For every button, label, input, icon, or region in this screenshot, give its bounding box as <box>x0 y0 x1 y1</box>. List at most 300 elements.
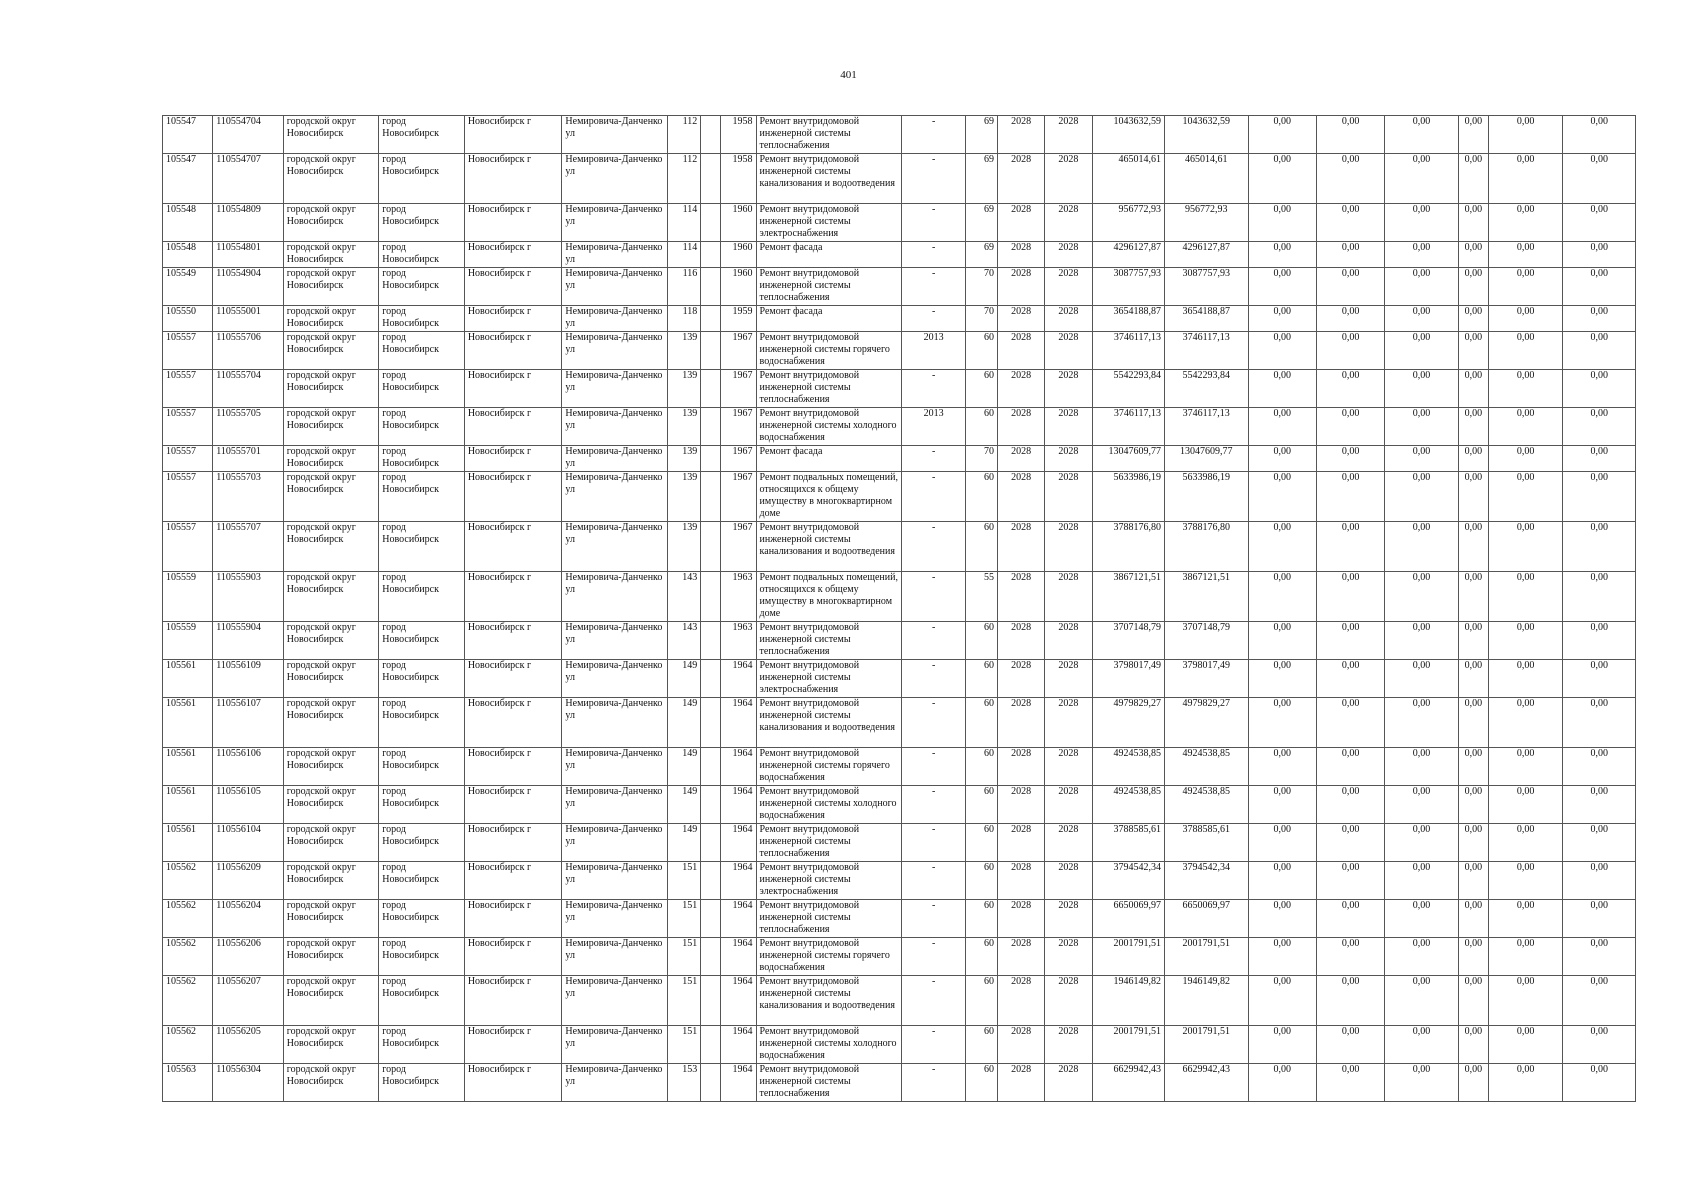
row-value-4: 0,00 <box>1458 522 1488 572</box>
row-work-type: Ремонт внутридомовой инженерной системы теплоснабжения <box>756 900 902 938</box>
row-extra <box>701 622 721 660</box>
row-value-3: 0,00 <box>1385 572 1458 622</box>
row-code: 110556209 <box>213 862 283 900</box>
row-value-4: 0,00 <box>1458 1064 1488 1102</box>
row-city: город Новосибирск <box>379 116 465 154</box>
row-year-built: 1960 <box>721 204 756 242</box>
row-value-4: 0,00 <box>1458 306 1488 332</box>
row-work-type: Ремонт внутридомовой инженерной системы канализования и водоотведения <box>756 976 902 1026</box>
row-value-6: 0,00 <box>1563 572 1636 622</box>
row-district: городской округ Новосибирск <box>283 1026 379 1064</box>
row-amount: 6629942,43 <box>1165 1064 1249 1102</box>
row-work-type: Ремонт фасада <box>756 446 902 472</box>
row-city: город Новосибирск <box>379 472 465 522</box>
row-value-5: 0,00 <box>1488 976 1562 1026</box>
row-value-3: 0,00 <box>1385 154 1458 204</box>
row-code: 110554704 <box>213 116 283 154</box>
row-value-3: 0,00 <box>1385 242 1458 268</box>
row-value-6: 0,00 <box>1563 976 1636 1026</box>
row-city: город Новосибирск <box>379 938 465 976</box>
row-year-from: 2028 <box>998 1064 1045 1102</box>
row-year-built: 1967 <box>721 332 756 370</box>
row-street: Немировича-Данченко ул <box>562 1064 668 1102</box>
row-value-6: 0,00 <box>1563 660 1636 698</box>
row-district: городской округ Новосибирск <box>283 900 379 938</box>
row-value-4: 0,00 <box>1458 472 1488 522</box>
row-year-from: 2028 <box>998 154 1045 204</box>
row-id: 105557 <box>163 472 213 522</box>
row-locality: Новосибирск г <box>464 446 562 472</box>
row-year-built: 1967 <box>721 370 756 408</box>
row-year-built: 1967 <box>721 446 756 472</box>
row-work-type: Ремонт внутридомовой инженерной системы холодного водоснабжения <box>756 1026 902 1064</box>
row-amount: 4296127,87 <box>1165 242 1249 268</box>
row-street: Немировича-Данченко ул <box>562 154 668 204</box>
row-extra <box>701 154 721 204</box>
row-last-repair: - <box>902 862 965 900</box>
row-value-5: 0,00 <box>1488 862 1562 900</box>
row-year-built: 1964 <box>721 786 756 824</box>
row-district: городской округ Новосибирск <box>283 748 379 786</box>
row-year-from: 2028 <box>998 900 1045 938</box>
row-street: Немировича-Данченко ул <box>562 660 668 698</box>
table-row <box>163 268 1636 306</box>
table-row <box>163 824 1636 862</box>
row-district: городской округ Новосибирск <box>283 242 379 268</box>
row-year-from: 2028 <box>998 976 1045 1026</box>
row-amount: 2001791,51 <box>1165 938 1249 976</box>
row-year-built: 1964 <box>721 1026 756 1064</box>
row-value-3: 0,00 <box>1385 938 1458 976</box>
row-district: городской округ Новосибирск <box>283 976 379 1026</box>
row-last-repair: - <box>902 154 965 204</box>
row-value-4: 0,00 <box>1458 786 1488 824</box>
row-value-4: 0,00 <box>1458 408 1488 446</box>
row-value-2: 0,00 <box>1316 204 1384 242</box>
row-value-4: 0,00 <box>1458 660 1488 698</box>
row-extra <box>701 370 721 408</box>
row-value-6: 0,00 <box>1563 1026 1636 1064</box>
row-wear: 60 <box>965 698 997 748</box>
row-value-2: 0,00 <box>1316 660 1384 698</box>
table-row <box>163 748 1636 786</box>
row-last-repair: - <box>902 698 965 748</box>
row-year-from: 2028 <box>998 622 1045 660</box>
row-wear: 60 <box>965 332 997 370</box>
row-id: 105561 <box>163 660 213 698</box>
row-code: 110556206 <box>213 938 283 976</box>
row-locality: Новосибирск г <box>464 748 562 786</box>
row-district: городской округ Новосибирск <box>283 446 379 472</box>
row-amount: 3788176,80 <box>1165 522 1249 572</box>
row-city: город Новосибирск <box>379 698 465 748</box>
row-work-type: Ремонт внутридомовой инженерной системы холодного водоснабжения <box>756 408 902 446</box>
row-amount: 2001791,51 <box>1165 1026 1249 1064</box>
row-house: 153 <box>668 1064 701 1102</box>
row-wear: 60 <box>965 622 997 660</box>
row-total-cost: 4979829,27 <box>1092 698 1164 748</box>
row-value-1: 0,00 <box>1248 154 1316 204</box>
row-year-from: 2028 <box>998 204 1045 242</box>
row-amount: 6650069,97 <box>1165 900 1249 938</box>
row-extra <box>701 522 721 572</box>
row-locality: Новосибирск г <box>464 1064 562 1102</box>
row-id: 105557 <box>163 446 213 472</box>
row-value-4: 0,00 <box>1458 116 1488 154</box>
row-total-cost: 13047609,77 <box>1092 446 1164 472</box>
table-row <box>163 862 1636 900</box>
row-last-repair: - <box>902 522 965 572</box>
row-year-to: 2028 <box>1045 116 1092 154</box>
row-wear: 69 <box>965 242 997 268</box>
row-id: 105562 <box>163 1026 213 1064</box>
row-value-5: 0,00 <box>1488 786 1562 824</box>
row-id: 105557 <box>163 370 213 408</box>
row-last-repair: - <box>902 572 965 622</box>
row-street: Немировича-Данченко ул <box>562 786 668 824</box>
row-locality: Новосибирск г <box>464 204 562 242</box>
row-year-built: 1964 <box>721 824 756 862</box>
row-value-4: 0,00 <box>1458 154 1488 204</box>
row-extra <box>701 900 721 938</box>
row-value-4: 0,00 <box>1458 268 1488 306</box>
row-locality: Новосибирск г <box>464 408 562 446</box>
row-last-repair: - <box>902 116 965 154</box>
row-value-1: 0,00 <box>1248 622 1316 660</box>
row-house: 143 <box>668 572 701 622</box>
row-value-6: 0,00 <box>1563 154 1636 204</box>
row-street: Немировича-Данченко ул <box>562 472 668 522</box>
row-locality: Новосибирск г <box>464 1026 562 1064</box>
row-work-type: Ремонт внутридомовой инженерной системы холодного водоснабжения <box>756 786 902 824</box>
row-value-3: 0,00 <box>1385 408 1458 446</box>
row-district: городской округ Новосибирск <box>283 1064 379 1102</box>
row-street: Немировича-Данченко ул <box>562 242 668 268</box>
row-last-repair: - <box>902 786 965 824</box>
row-locality: Новосибирск г <box>464 242 562 268</box>
row-code: 110556204 <box>213 900 283 938</box>
row-value-2: 0,00 <box>1316 1064 1384 1102</box>
row-value-1: 0,00 <box>1248 522 1316 572</box>
row-amount: 3794542,34 <box>1165 862 1249 900</box>
row-wear: 69 <box>965 154 997 204</box>
row-value-5: 0,00 <box>1488 660 1562 698</box>
row-id: 105549 <box>163 268 213 306</box>
row-year-to: 2028 <box>1045 306 1092 332</box>
row-value-2: 0,00 <box>1316 116 1384 154</box>
row-street: Немировича-Данченко ул <box>562 748 668 786</box>
row-code: 110555904 <box>213 622 283 660</box>
row-value-2: 0,00 <box>1316 154 1384 204</box>
table-row <box>163 242 1636 268</box>
row-value-5: 0,00 <box>1488 154 1562 204</box>
row-extra <box>701 446 721 472</box>
row-year-to: 2028 <box>1045 698 1092 748</box>
row-district: городской округ Новосибирск <box>283 116 379 154</box>
row-value-1: 0,00 <box>1248 268 1316 306</box>
row-street: Немировича-Данченко ул <box>562 572 668 622</box>
row-total-cost: 5542293,84 <box>1092 370 1164 408</box>
row-extra <box>701 976 721 1026</box>
row-house: 151 <box>668 976 701 1026</box>
row-year-to: 2028 <box>1045 660 1092 698</box>
row-city: город Новосибирск <box>379 786 465 824</box>
row-year-to: 2028 <box>1045 976 1092 1026</box>
row-last-repair: - <box>902 306 965 332</box>
row-locality: Новосибирск г <box>464 370 562 408</box>
row-city: город Новосибирск <box>379 242 465 268</box>
row-value-3: 0,00 <box>1385 370 1458 408</box>
row-value-6: 0,00 <box>1563 786 1636 824</box>
row-value-3: 0,00 <box>1385 522 1458 572</box>
row-locality: Новосибирск г <box>464 472 562 522</box>
row-value-4: 0,00 <box>1458 900 1488 938</box>
row-district: городской округ Новосибирск <box>283 268 379 306</box>
row-total-cost: 3087757,93 <box>1092 268 1164 306</box>
row-year-from: 2028 <box>998 268 1045 306</box>
row-value-1: 0,00 <box>1248 938 1316 976</box>
row-street: Немировича-Данченко ул <box>562 698 668 748</box>
row-value-5: 0,00 <box>1488 242 1562 268</box>
row-wear: 60 <box>965 748 997 786</box>
row-id: 105547 <box>163 154 213 204</box>
row-code: 110556304 <box>213 1064 283 1102</box>
row-value-4: 0,00 <box>1458 622 1488 660</box>
row-last-repair: - <box>902 824 965 862</box>
row-year-to: 2028 <box>1045 1026 1092 1064</box>
row-last-repair: - <box>902 204 965 242</box>
row-extra <box>701 1064 721 1102</box>
row-value-1: 0,00 <box>1248 572 1316 622</box>
row-code: 110556105 <box>213 786 283 824</box>
row-code: 110555706 <box>213 332 283 370</box>
row-work-type: Ремонт внутридомовой инженерной системы горячего водоснабжения <box>756 748 902 786</box>
row-amount: 3707148,79 <box>1165 622 1249 660</box>
row-amount: 4924538,85 <box>1165 748 1249 786</box>
row-value-5: 0,00 <box>1488 408 1562 446</box>
row-year-from: 2028 <box>998 332 1045 370</box>
row-amount: 13047609,77 <box>1165 446 1249 472</box>
row-work-type: Ремонт внутридомовой инженерной системы канализования и водоотведения <box>756 698 902 748</box>
row-extra <box>701 332 721 370</box>
row-year-built: 1967 <box>721 522 756 572</box>
row-last-repair: - <box>902 748 965 786</box>
row-id: 105557 <box>163 522 213 572</box>
row-wear: 60 <box>965 660 997 698</box>
row-district: городской округ Новосибирск <box>283 660 379 698</box>
row-value-5: 0,00 <box>1488 370 1562 408</box>
row-value-3: 0,00 <box>1385 660 1458 698</box>
row-total-cost: 956772,93 <box>1092 204 1164 242</box>
row-house: 114 <box>668 204 701 242</box>
row-year-built: 1964 <box>721 976 756 1026</box>
row-id: 105562 <box>163 862 213 900</box>
row-house: 139 <box>668 446 701 472</box>
row-year-from: 2028 <box>998 572 1045 622</box>
row-value-1: 0,00 <box>1248 660 1316 698</box>
row-last-repair: - <box>902 938 965 976</box>
row-work-type: Ремонт внутридомовой инженерной системы теплоснабжения <box>756 622 902 660</box>
row-district: городской округ Новосибирск <box>283 938 379 976</box>
row-street: Немировича-Данченко ул <box>562 306 668 332</box>
table-row <box>163 976 1636 1026</box>
row-year-built: 1958 <box>721 116 756 154</box>
row-value-6: 0,00 <box>1563 698 1636 748</box>
row-value-5: 0,00 <box>1488 116 1562 154</box>
row-value-3: 0,00 <box>1385 116 1458 154</box>
row-value-3: 0,00 <box>1385 1026 1458 1064</box>
row-street: Немировича-Данченко ул <box>562 268 668 306</box>
row-total-cost: 3746117,13 <box>1092 332 1164 370</box>
row-value-5: 0,00 <box>1488 938 1562 976</box>
row-house: 149 <box>668 698 701 748</box>
row-value-3: 0,00 <box>1385 1064 1458 1102</box>
row-value-6: 0,00 <box>1563 408 1636 446</box>
row-district: городской округ Новосибирск <box>283 622 379 660</box>
row-total-cost: 2001791,51 <box>1092 1026 1164 1064</box>
row-value-5: 0,00 <box>1488 824 1562 862</box>
row-street: Немировича-Данченко ул <box>562 446 668 472</box>
row-street: Немировича-Данченко ул <box>562 116 668 154</box>
row-value-1: 0,00 <box>1248 306 1316 332</box>
row-city: город Новосибирск <box>379 446 465 472</box>
row-locality: Новосибирск г <box>464 306 562 332</box>
row-value-4: 0,00 <box>1458 862 1488 900</box>
row-value-3: 0,00 <box>1385 748 1458 786</box>
row-year-to: 2028 <box>1045 268 1092 306</box>
row-street: Немировича-Данченко ул <box>562 622 668 660</box>
row-value-2: 0,00 <box>1316 370 1384 408</box>
row-extra <box>701 938 721 976</box>
row-street: Немировича-Данченко ул <box>562 938 668 976</box>
row-wear: 60 <box>965 408 997 446</box>
row-amount: 4979829,27 <box>1165 698 1249 748</box>
row-value-1: 0,00 <box>1248 370 1316 408</box>
row-house: 139 <box>668 332 701 370</box>
row-value-4: 0,00 <box>1458 748 1488 786</box>
row-year-built: 1964 <box>721 698 756 748</box>
row-street: Немировича-Данченко ул <box>562 332 668 370</box>
row-id: 105562 <box>163 938 213 976</box>
row-district: городской округ Новосибирск <box>283 472 379 522</box>
row-amount: 956772,93 <box>1165 204 1249 242</box>
row-id: 105561 <box>163 824 213 862</box>
row-value-4: 0,00 <box>1458 332 1488 370</box>
row-locality: Новосибирск г <box>464 622 562 660</box>
row-year-to: 2028 <box>1045 154 1092 204</box>
row-district: городской округ Новосибирск <box>283 154 379 204</box>
row-district: городской округ Новосибирск <box>283 204 379 242</box>
row-value-2: 0,00 <box>1316 938 1384 976</box>
row-total-cost: 2001791,51 <box>1092 938 1164 976</box>
row-locality: Новосибирск г <box>464 522 562 572</box>
row-extra <box>701 242 721 268</box>
row-year-to: 2028 <box>1045 572 1092 622</box>
row-value-5: 0,00 <box>1488 1026 1562 1064</box>
row-extra <box>701 862 721 900</box>
row-value-3: 0,00 <box>1385 622 1458 660</box>
row-value-6: 0,00 <box>1563 900 1636 938</box>
row-city: город Новосибирск <box>379 306 465 332</box>
row-house: 139 <box>668 522 701 572</box>
row-value-5: 0,00 <box>1488 446 1562 472</box>
row-value-4: 0,00 <box>1458 204 1488 242</box>
row-value-2: 0,00 <box>1316 268 1384 306</box>
row-value-5: 0,00 <box>1488 522 1562 572</box>
row-value-6: 0,00 <box>1563 446 1636 472</box>
row-district: городской округ Новосибирск <box>283 824 379 862</box>
row-value-3: 0,00 <box>1385 824 1458 862</box>
row-value-5: 0,00 <box>1488 1064 1562 1102</box>
row-city: город Новосибирск <box>379 1064 465 1102</box>
row-year-built: 1964 <box>721 748 756 786</box>
row-value-2: 0,00 <box>1316 862 1384 900</box>
row-value-2: 0,00 <box>1316 976 1384 1026</box>
row-id: 105559 <box>163 622 213 660</box>
row-value-4: 0,00 <box>1458 572 1488 622</box>
row-wear: 70 <box>965 268 997 306</box>
row-value-2: 0,00 <box>1316 824 1384 862</box>
row-value-2: 0,00 <box>1316 1026 1384 1064</box>
row-value-6: 0,00 <box>1563 242 1636 268</box>
row-city: город Новосибирск <box>379 748 465 786</box>
row-code: 110556207 <box>213 976 283 1026</box>
row-year-built: 1959 <box>721 306 756 332</box>
table-row <box>163 786 1636 824</box>
row-code: 110556205 <box>213 1026 283 1064</box>
row-amount: 3746117,13 <box>1165 408 1249 446</box>
row-year-from: 2028 <box>998 408 1045 446</box>
table-row <box>163 522 1636 572</box>
row-wear: 60 <box>965 1064 997 1102</box>
row-year-to: 2028 <box>1045 472 1092 522</box>
row-year-from: 2028 <box>998 748 1045 786</box>
row-value-1: 0,00 <box>1248 472 1316 522</box>
row-year-built: 1960 <box>721 242 756 268</box>
row-code: 110555705 <box>213 408 283 446</box>
row-house: 151 <box>668 1026 701 1064</box>
row-wear: 60 <box>965 522 997 572</box>
row-value-5: 0,00 <box>1488 572 1562 622</box>
row-city: город Новосибирск <box>379 408 465 446</box>
row-value-3: 0,00 <box>1385 472 1458 522</box>
row-value-1: 0,00 <box>1248 1064 1316 1102</box>
row-wear: 60 <box>965 1026 997 1064</box>
row-last-repair: - <box>902 268 965 306</box>
row-value-6: 0,00 <box>1563 748 1636 786</box>
row-code: 110554801 <box>213 242 283 268</box>
row-house: 143 <box>668 622 701 660</box>
row-value-1: 0,00 <box>1248 204 1316 242</box>
row-street: Немировича-Данченко ул <box>562 522 668 572</box>
row-locality: Новосибирск г <box>464 660 562 698</box>
row-house: 118 <box>668 306 701 332</box>
row-value-2: 0,00 <box>1316 522 1384 572</box>
row-value-6: 0,00 <box>1563 332 1636 370</box>
row-district: городской округ Новосибирск <box>283 786 379 824</box>
row-street: Немировича-Данченко ул <box>562 408 668 446</box>
row-year-to: 2028 <box>1045 824 1092 862</box>
row-value-4: 0,00 <box>1458 446 1488 472</box>
row-value-4: 0,00 <box>1458 976 1488 1026</box>
row-value-2: 0,00 <box>1316 242 1384 268</box>
row-locality: Новосибирск г <box>464 824 562 862</box>
row-value-6: 0,00 <box>1563 116 1636 154</box>
row-district: городской округ Новосибирск <box>283 370 379 408</box>
row-year-from: 2028 <box>998 862 1045 900</box>
row-total-cost: 3798017,49 <box>1092 660 1164 698</box>
table-row <box>163 472 1636 522</box>
